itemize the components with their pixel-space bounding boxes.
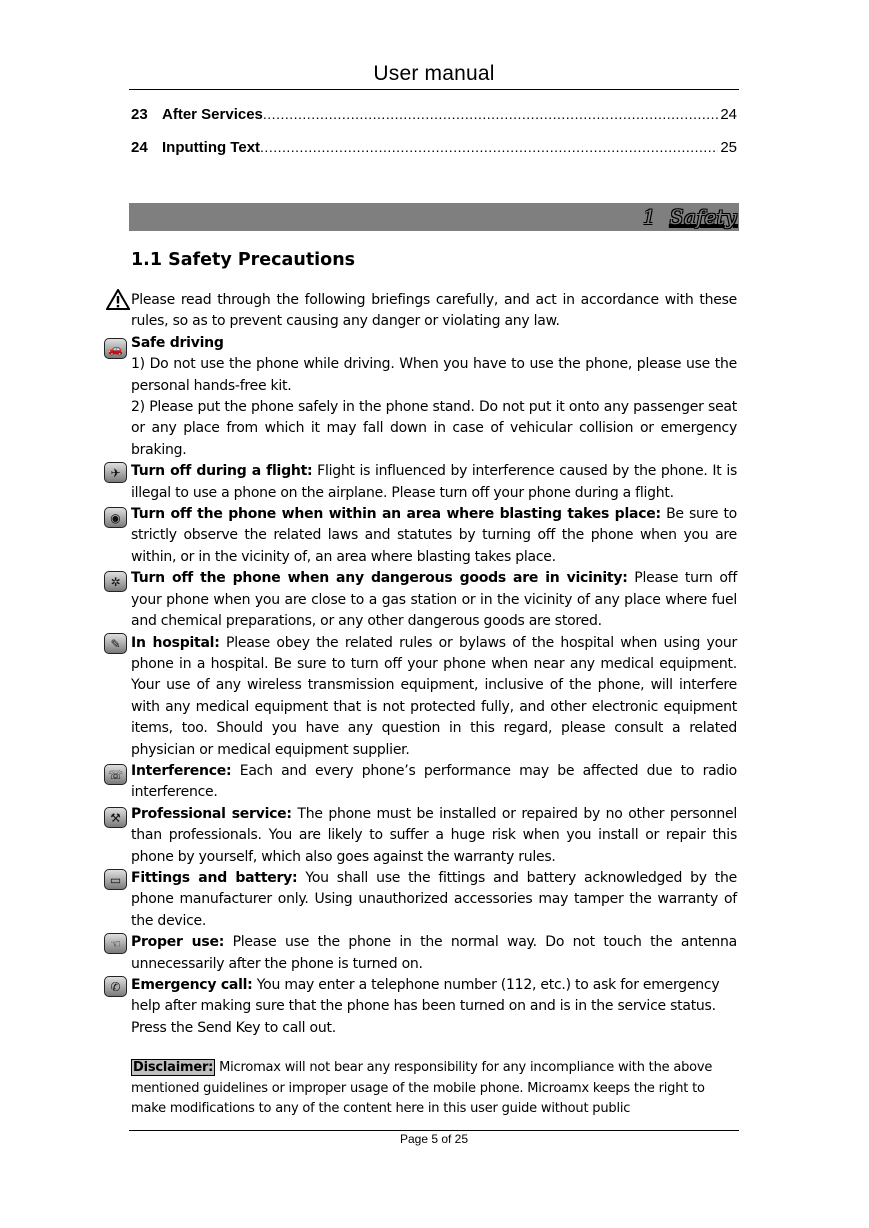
- safety-item-emergency: [131, 975, 737, 1039]
- item-text: You shall use the fittings and battery acknowledged by the phone manufacturer only. Using unauthorized accessories may tamper the warranty of the device.: [131, 869, 737, 929]
- safety-item-flight: [131, 461, 737, 504]
- header-rule: [129, 89, 739, 90]
- page-number: Page 5 of 25: [399, 1132, 469, 1146]
- item-text: The phone must be installed or repaired by no other personnel than professionals. You are likely to suffer a huge risk when you install or repair this phone by yourself, which also goes against the warranty rules.: [131, 805, 738, 865]
- safety-item-interference: [131, 761, 737, 804]
- item-text: Please use the phone in the normal way. Do not touch the antenna unnecessarily after the phone is turned on.: [131, 934, 737, 972]
- item-title: Professional service:: [131, 805, 292, 822]
- item-text: Be sure to strictly observe the related laws and statutes by turning off the phone when you are within, or in the vicinity of, an area where blasting takes place.: [131, 506, 737, 565]
- item-text: You may enter a telephone number (112, etc.) to ask for emergency help after making sure that the phone has been turned on and is in the service status. Press the Send Key to call out.: [131, 977, 720, 1036]
- professional-icon: ⚒: [104, 807, 127, 828]
- safety-item-hospital: [131, 633, 737, 761]
- toc-leader-dots: [263, 106, 718, 122]
- safety-item-battery: [131, 868, 737, 932]
- toc-number: 23: [131, 106, 148, 123]
- item-text: Each and every phone’s performance may be affected due to radio interference.: [131, 762, 737, 801]
- toc-title: After Services: [162, 106, 263, 123]
- safety-item-dangerous-goods: [131, 568, 737, 632]
- toc-leader-dots: [260, 139, 718, 155]
- safety-item-professional: [131, 804, 737, 868]
- item-title: Emergency call:: [131, 977, 253, 993]
- blasting-icon: ◉: [104, 507, 127, 528]
- toc-entry[interactable]: [131, 139, 737, 159]
- disclaimer-text: Micromax will not bear any responsibility for any incompliance with the above mentioned guidelines or improper usage of the mobile phone. Microamx keeps the right to make modifications to any of the content here in this user guide without public: [131, 1060, 713, 1116]
- item-line: 2) Please put the phone safely in the phone stand. Do not put it onto any passenger seat or any place from which it may fall down in case of vehicular collision or emergency braking.: [131, 399, 737, 458]
- warning-icon: [106, 289, 130, 310]
- interference-icon: ☏: [104, 764, 127, 785]
- hand-icon: ☜: [104, 933, 127, 954]
- item-title: Interference:: [131, 762, 232, 779]
- toc-title: Inputting Text: [162, 139, 261, 156]
- chapter-title: Safety: [669, 205, 737, 229]
- toc-number: 24: [131, 139, 148, 156]
- item-text: Please obey the related rules or bylaws of the hospital when using your phone in a hospital. Be sure to turn off your phone when near any medical equipment. Your use of any wireless transmission equipment, inclusive of the phone, will interfere with any medical equipment that is not protected fully, and other electronic equipment items, too. Should you have any question in this regard, please consult a related physician or medical equipment supplier.: [131, 634, 738, 758]
- chapter-number: 1: [642, 205, 657, 229]
- chapter-heading: [643, 205, 737, 229]
- car-icon: 🚗: [104, 338, 127, 359]
- safety-body: [131, 290, 737, 1039]
- safety-item-driving: [131, 333, 737, 461]
- item-title: Turn off during a flight:: [131, 463, 313, 480]
- item-text: Flight is influenced by interference caused by the phone. It is illegal to use a phone on the airplane. Please turn off your phone during a flight.: [131, 463, 737, 501]
- running-header: User manual: [373, 62, 495, 85]
- disclaimer-label: Disclaimer:: [133, 1060, 214, 1075]
- item-title: In hospital:: [131, 634, 220, 651]
- toc-entry[interactable]: [131, 106, 737, 126]
- section-heading: 1.1 Safety Precautions: [131, 250, 356, 270]
- battery-icon: ▭: [104, 869, 127, 890]
- item-title: Proper use:: [131, 934, 225, 951]
- hazard-icon: ✲: [104, 571, 127, 592]
- emergency-icon: ✆: [104, 976, 127, 997]
- item-title: Safe driving: [131, 334, 224, 351]
- item-title: Turn off the phone when any dangerous goods are in vicinity:: [131, 570, 628, 587]
- disclaimer: [131, 1058, 737, 1120]
- toc-page-number: 25: [720, 139, 737, 156]
- intro-paragraph: Please read through the following briefings carefully, and act in accordance with these rules, so as to prevent causing any danger or violating any law.: [131, 292, 737, 330]
- footer-rule: [129, 1130, 739, 1131]
- chapter-heading-bar: [129, 203, 739, 231]
- item-text: Please turn off your phone when you are close to a gas station or in the vicinity of any place where fuel and chemical preparations, or any other dangerous goods are stored.: [131, 570, 738, 630]
- hospital-icon: ✎: [104, 633, 127, 654]
- item-line: 1) Do not use the phone while driving. When you have to use the phone, please use the personal hands-free kit.: [131, 356, 737, 394]
- safety-item-proper-use: [131, 932, 737, 975]
- item-title: Turn off the phone when within an area where blasting takes place:: [131, 506, 661, 523]
- toc-page-number: 24: [720, 106, 737, 123]
- safety-item-blasting: [131, 504, 737, 568]
- airplane-icon: ✈: [104, 462, 127, 483]
- item-title: Fittings and battery:: [131, 869, 298, 886]
